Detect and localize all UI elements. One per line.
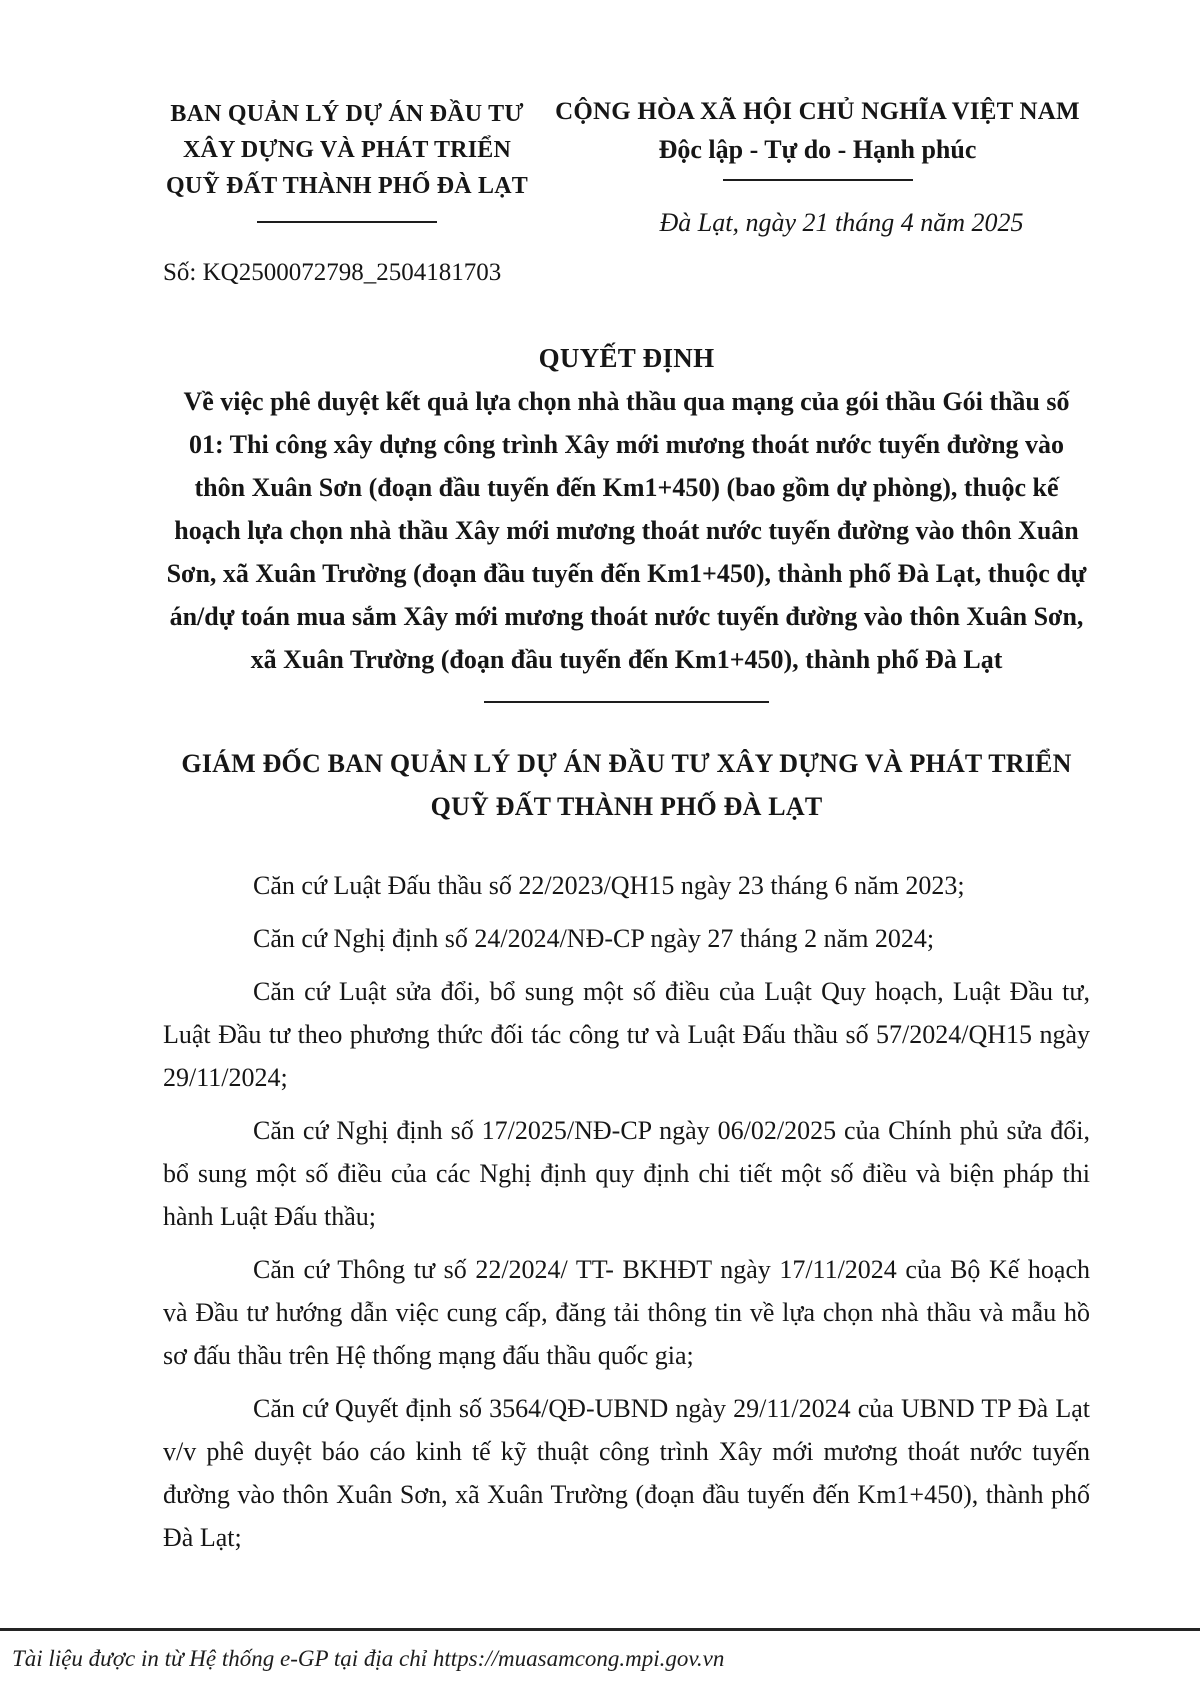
authority-heading: GIÁM ĐỐC BAN QUẢN LÝ DỰ ÁN ĐẦU TƯ XÂY DỰNG VÀ PHÁT TRIỂN QUỸ ĐẤT THÀNH PHỐ ĐÀ LẠT <box>181 749 1072 821</box>
place-dateline: Đà Lạt, ngày 21 tháng 4 năm 2025 <box>659 208 1024 237</box>
recital-paragraph: Căn cứ Nghị định số 17/2025/NĐ-CP ngày 06/02/2025 của Chính phủ sửa đổi, bổ sung một số điều của các Nghị định quy định chi tiết một số điều và biện pháp thi hành Luật Đấu thầu; <box>163 1116 1090 1231</box>
country-name: CỘNG HÒA XÃ HỘI CHỦ NGHĨA VIỆT NAM <box>555 98 1080 125</box>
footer-print-note: Tài liệu được in từ Hệ thống e-GP tại địa chỉ https://muasamcong.mpi.gov.vn <box>12 1646 725 1671</box>
decision-subject: Về việc phê duyệt kết quả lựa chọn nhà thầu qua mạng của gói thầu Gói thầu số 01: Thi công xây dựng công trình Xây mới mương thoát nước tuyến đường vào thôn Xuân Sơn (đoạn đầu tuyến đến Km1+450) (bao gồm dự phòng), thuộc kế hoạch lựa chọn nhà thầu Xây mới mương thoát nước tuyến đường vào thôn Xuân Sơn, xã Xuân Trường (đoạn đầu tuyến đến Km1+450), thành phố Đà Lạt, thuộc dự án/dự toán mua sắm Xây mới mương thoát nước tuyến đường vào thôn Xuân Sơn, xã Xuân Trường (đoạn đầu tuyến đến Km1+450), thành phố Đà Lạt <box>166 387 1087 674</box>
recital-paragraph: Căn cứ Quyết định số 3564/QĐ-UBND ngày 29/11/2024 của UBND TP Đà Lạt v/v phê duyệt báo cáo kinh tế kỹ thuật công trình Xây mới mương thoát nước tuyến đường vào thôn Xuân Sơn, xã Xuân Trường (đoạn đầu tuyến đến Km1+450), thành phố Đà Lạt; <box>163 1394 1090 1552</box>
recital-paragraph: Căn cứ Luật sửa đổi, bổ sung một số điều của Luật Quy hoạch, Luật Đầu tư, Luật Đầu tư theo phương thức đối tác công tư và Luật Đấu thầu số 57/2024/QH15 ngày 29/11/2024; <box>163 977 1090 1092</box>
national-motto: Độc lập - Tự do - Hạnh phúc <box>658 135 977 164</box>
recital-paragraph: Căn cứ Luật Đấu thầu số 22/2023/QH15 ngày 23 tháng 6 năm 2023; <box>253 871 965 900</box>
decision-title: QUYẾT ĐỊNH <box>538 343 715 373</box>
subject-divider-rule <box>484 701 769 703</box>
motto-divider-rule <box>723 179 913 181</box>
document-number: Số: KQ2500072798_2504181703 <box>163 259 502 286</box>
recitals-list <box>163 854 1090 1559</box>
national-header-block <box>545 96 1090 238</box>
issuer-name: BAN QUẢN LÝ DỰ ÁN ĐẦU TƯ XÂY DỰNG VÀ PHÁT TRIỂN QUỸ ĐẤT THÀNH PHỐ ĐÀ LẠT <box>166 101 528 199</box>
recital-paragraph: Căn cứ Nghị định số 24/2024/NĐ-CP ngày 27 tháng 2 năm 2024; <box>253 924 935 953</box>
issuer-block <box>163 96 531 223</box>
page-footer <box>0 1628 1200 1697</box>
issuer-divider-rule <box>257 221 437 223</box>
document-header <box>163 96 1090 238</box>
recital-paragraph: Căn cứ Thông tư số 22/2024/ TT- BKHĐT ngày 17/11/2024 của Bộ Kế hoạch và Đầu tư hướng dẫn việc cung cấp, đăng tải thông tin về lựa chọn nhà thầu và mẫu hồ sơ đấu thầu trên Hệ thống mạng đấu thầu quốc gia; <box>163 1255 1090 1370</box>
